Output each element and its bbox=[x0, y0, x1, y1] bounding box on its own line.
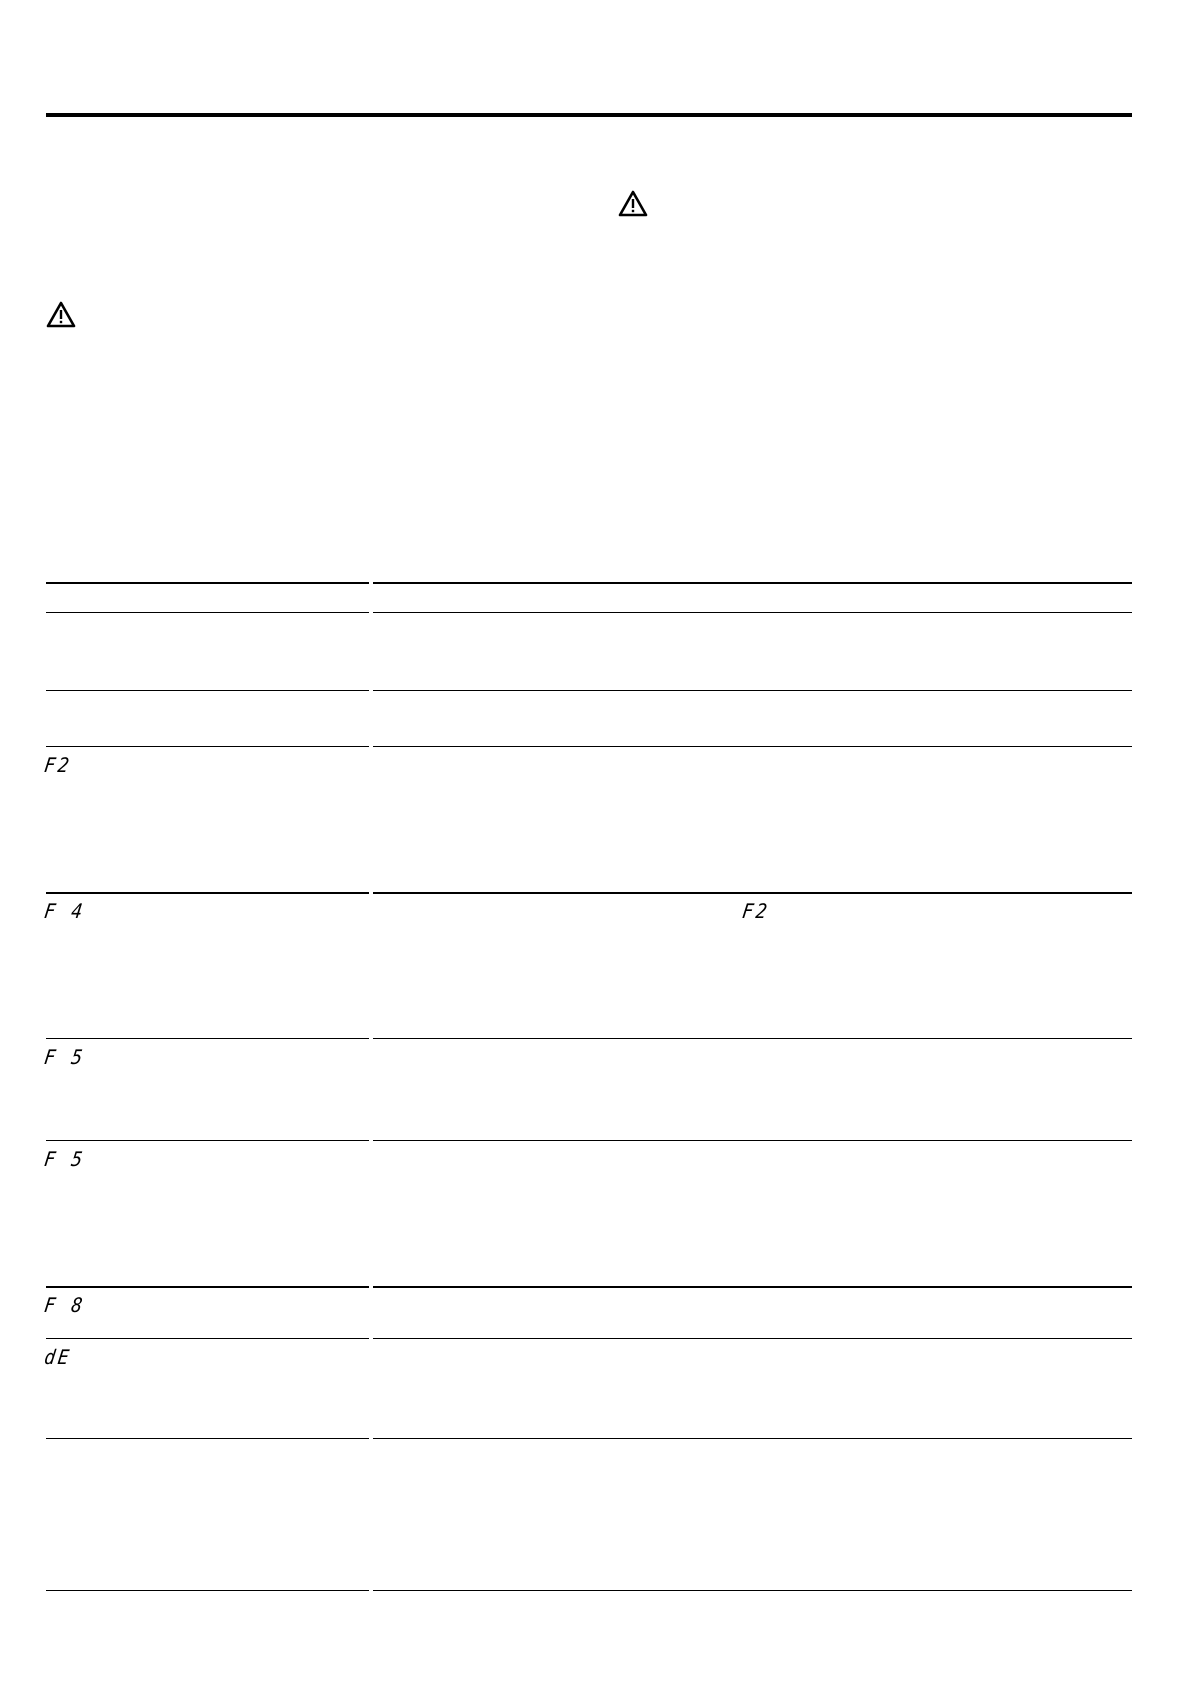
fault-code: F 4 bbox=[42, 899, 87, 923]
table-row bbox=[42, 1286, 1132, 1338]
table-row bbox=[42, 1338, 1132, 1438]
table-row bbox=[42, 746, 1132, 892]
warning-triangle-icon bbox=[618, 190, 648, 217]
fault-code: F2 bbox=[42, 753, 74, 777]
fault-code: F 5 bbox=[42, 1147, 87, 1171]
fault-code: F 5 bbox=[42, 1045, 87, 1069]
warning-triangle-icon bbox=[46, 301, 76, 328]
top-rule bbox=[46, 113, 1132, 117]
inline-fault-code: F2 bbox=[740, 899, 772, 923]
fault-code: dE bbox=[42, 1345, 74, 1369]
table-row bbox=[46, 612, 1132, 690]
table-bottom-rule bbox=[46, 1590, 1132, 1592]
table-header-row bbox=[46, 582, 1132, 612]
table-row bbox=[42, 1140, 1132, 1286]
table-row bbox=[42, 892, 1132, 1038]
table-row bbox=[42, 1038, 1132, 1140]
table-row bbox=[46, 690, 1132, 746]
fault-table bbox=[42, 582, 1132, 1592]
fault-code: F 8 bbox=[42, 1293, 87, 1317]
table-row bbox=[46, 1438, 1132, 1590]
